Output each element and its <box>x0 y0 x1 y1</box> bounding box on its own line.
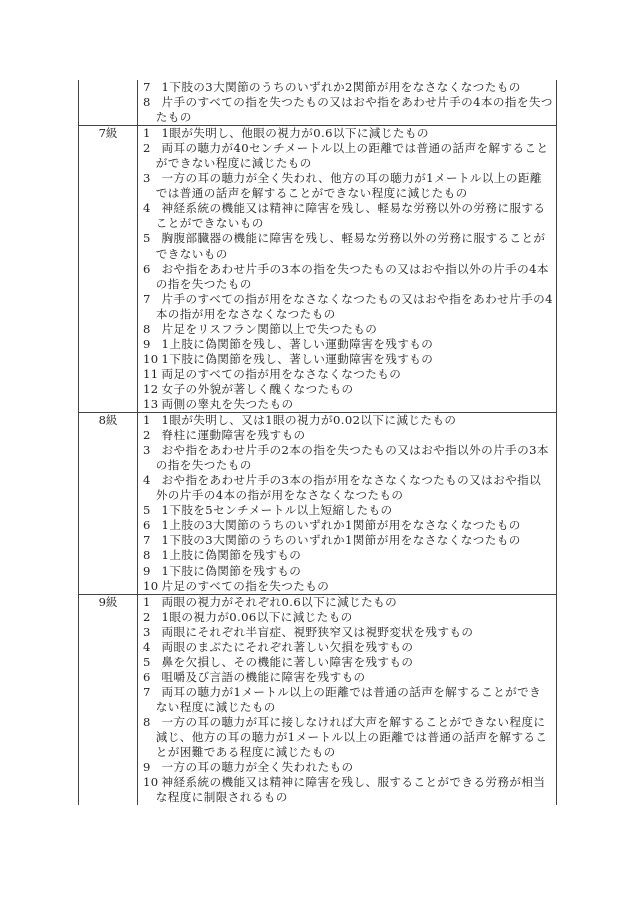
list-item <box>143 670 553 685</box>
item-number: 8 <box>143 95 151 110</box>
list-item <box>143 640 553 655</box>
grade-cell: 7級 <box>79 126 138 413</box>
list-item <box>143 503 553 518</box>
item-text: 両耳の聴力が1メートル以上の距離では普通の話声を解することができない程度に減じたもの <box>155 684 542 714</box>
item-text: 両眼の視力がそれぞれ0.6以下に減じたもの <box>161 594 398 609</box>
item-number: 2 <box>143 428 151 443</box>
list-item <box>143 564 553 579</box>
item-number: 8 <box>143 321 151 336</box>
list-item <box>143 533 553 548</box>
item-number: 12 <box>143 381 159 396</box>
item-number: 9 <box>143 563 151 578</box>
item-number: 1 <box>143 413 151 428</box>
item-text: 咀嚼及び言語の機能に障害を残すもの <box>161 669 366 684</box>
item-number: 7 <box>143 80 151 94</box>
table-row <box>79 413 557 595</box>
item-number: 5 <box>143 231 151 246</box>
list-item <box>143 625 553 640</box>
items-cell <box>138 126 557 413</box>
list-item <box>143 231 553 261</box>
item-number: 7 <box>143 533 151 548</box>
item-text: 1上肢に偽関節を残すもの <box>161 548 302 563</box>
item-number: 2 <box>143 141 151 156</box>
list-item <box>143 367 553 382</box>
item-text: おや指をあわせ片手の3本の指が用をなさなくなつたもの又はおや指以外の片手の4本の指が用をなさなくなつたもの <box>155 473 542 503</box>
item-text: 神経系統の機能又は精神に障害を残し、服することができる労務が相当な程度に制限されるもの <box>155 775 546 805</box>
item-text: おや指をあわせ片手の2本の指を失つたもの又はおや指以外の片手の3本の指を失つたもの <box>155 443 549 473</box>
item-number: 10 <box>143 775 159 790</box>
item-number: 9 <box>143 336 151 351</box>
disability-grade-table <box>78 80 557 805</box>
item-text: 1下肢を5センチメートル以上短縮したもの <box>161 503 393 518</box>
list-item <box>143 715 553 760</box>
item-number: 5 <box>143 503 151 518</box>
grade-cell <box>79 80 138 126</box>
item-text: 1下肢に偽関節を残すもの <box>161 563 302 578</box>
item-text: 1上肢に偽関節を残し、著しい運動障害を残すもの <box>161 336 434 351</box>
item-number: 3 <box>143 624 151 639</box>
list-item <box>143 595 553 610</box>
list-item <box>143 518 553 533</box>
list-item <box>143 685 553 715</box>
list-item <box>143 80 553 95</box>
list-item <box>143 760 553 775</box>
list-item <box>143 579 553 594</box>
items-cell <box>138 80 557 126</box>
list-item <box>143 95 553 125</box>
table-row <box>79 126 557 413</box>
item-number: 6 <box>143 518 151 533</box>
item-number: 7 <box>143 684 151 699</box>
item-number: 8 <box>143 714 151 729</box>
list-item <box>143 171 553 201</box>
list-item <box>143 655 553 670</box>
list-item <box>143 352 553 367</box>
item-number: 4 <box>143 473 151 488</box>
list-item <box>143 322 553 337</box>
item-text: 一方の耳の聴力が耳に接しなければ大声を解することができない程度に減じ、他方の耳の聴力が1メートル以上の距離では普通の話声を解することが困難である程度に減じたもの <box>155 714 548 760</box>
item-text: 胸腹部臓器の機能に障害を残し、軽易な労務以外の労務に服することができないもの <box>155 231 546 261</box>
grade-cell: 9級 <box>79 594 138 805</box>
item-number: 13 <box>143 396 159 411</box>
items-cell <box>138 413 557 595</box>
item-text: 片足をリスフラン関節以上で失つたもの <box>161 321 378 336</box>
list-item <box>143 292 553 322</box>
item-text: 両耳の聴力が40センチメートル以上の距離では普通の話声を解することができない程度に減じたもの <box>155 141 549 171</box>
list-item <box>143 428 553 443</box>
list-item <box>143 126 553 141</box>
item-text: 両眼のまぶたにそれぞれ著しい欠損を残すもの <box>161 639 414 654</box>
items-cell <box>138 594 557 805</box>
item-number: 6 <box>143 669 151 684</box>
item-text: 一方の耳の聴力が全く失われ、他方の耳の聴力が1メートル以上の距離では普通の話声を解することができない程度に減じたもの <box>155 171 542 201</box>
table-row <box>79 594 557 805</box>
item-number: 10 <box>143 351 159 366</box>
item-text: 女子の外貌が著しく醜くなつたもの <box>161 381 354 396</box>
item-number: 1 <box>143 594 151 609</box>
item-text: 神経系統の機能又は精神に障害を残し、軽易な労務以外の労務に服することができないもの <box>155 201 546 231</box>
item-text: 片足のすべての指を失つたもの <box>161 578 330 593</box>
list-item <box>143 413 553 428</box>
item-number: 2 <box>143 609 151 624</box>
list-item <box>143 141 553 171</box>
item-number: 3 <box>143 443 151 458</box>
item-text: 両側の睾丸を失つたもの <box>161 396 294 411</box>
list-item <box>143 397 553 412</box>
item-text: 両足のすべての指が用をなさなくなつたもの <box>161 366 402 381</box>
item-number: 10 <box>143 578 159 593</box>
item-text: 1下肢の3大関節のうちのいずれか2関節が用をなさなくなつたもの <box>161 80 521 94</box>
item-text: 1下肢の3大関節のうちのいずれか1関節が用をなさなくなつたもの <box>161 533 521 548</box>
list-item <box>143 337 553 352</box>
item-number: 4 <box>143 201 151 216</box>
item-number: 5 <box>143 654 151 669</box>
item-number: 11 <box>143 366 159 381</box>
item-text: 鼻を欠損し、その機能に著しい障害を残すもの <box>161 654 414 669</box>
item-text: 片手のすべての指を失つたもの又はおや指をあわせ片手の4本の指を失つたもの <box>155 95 553 125</box>
item-text: 1上肢の3大関節のうちのいずれか1関節が用をなさなくなつたもの <box>161 518 521 533</box>
list-item <box>143 775 553 805</box>
list-item <box>143 382 553 397</box>
item-text: 1眼が失明し、又は1眼の視力が0.02以下に減じたもの <box>161 413 457 428</box>
grade-cell: 8級 <box>79 413 138 595</box>
table-row <box>79 80 557 126</box>
item-number: 8 <box>143 548 151 563</box>
item-text: 脊柱に運動障害を残すもの <box>161 428 306 443</box>
list-item <box>143 262 553 292</box>
item-text: 1下肢に偽関節を残し、著しい運動障害を残すもの <box>161 351 434 366</box>
item-text: 1眼が失明し、他眼の視力が0.6以下に減じたもの <box>161 126 429 141</box>
list-item <box>143 473 553 503</box>
item-text: 片手のすべての指が用をなさなくなつたもの又はおや指をあわせ片手の4本の指が用をなさなくなつたもの <box>155 291 553 321</box>
item-text: おや指をあわせ片手の3本の指を失つたもの又はおや指以外の片手の4本の指を失つたもの <box>155 261 549 291</box>
item-text: 両眼にそれぞれ半盲症、視野狭窄又は視野変状を残すもの <box>161 624 474 639</box>
list-item <box>143 610 553 625</box>
item-number: 3 <box>143 171 151 186</box>
item-number: 6 <box>143 261 151 276</box>
item-text: 1眼の視力が0.06以下に減じたもの <box>161 609 353 624</box>
item-number: 7 <box>143 291 151 306</box>
item-text: 一方の耳の聴力が全く失われたもの <box>161 760 354 775</box>
list-item <box>143 443 553 473</box>
item-number: 9 <box>143 760 151 775</box>
list-item <box>143 201 553 231</box>
item-number: 4 <box>143 639 151 654</box>
list-item <box>143 548 553 563</box>
item-number: 1 <box>143 126 151 141</box>
